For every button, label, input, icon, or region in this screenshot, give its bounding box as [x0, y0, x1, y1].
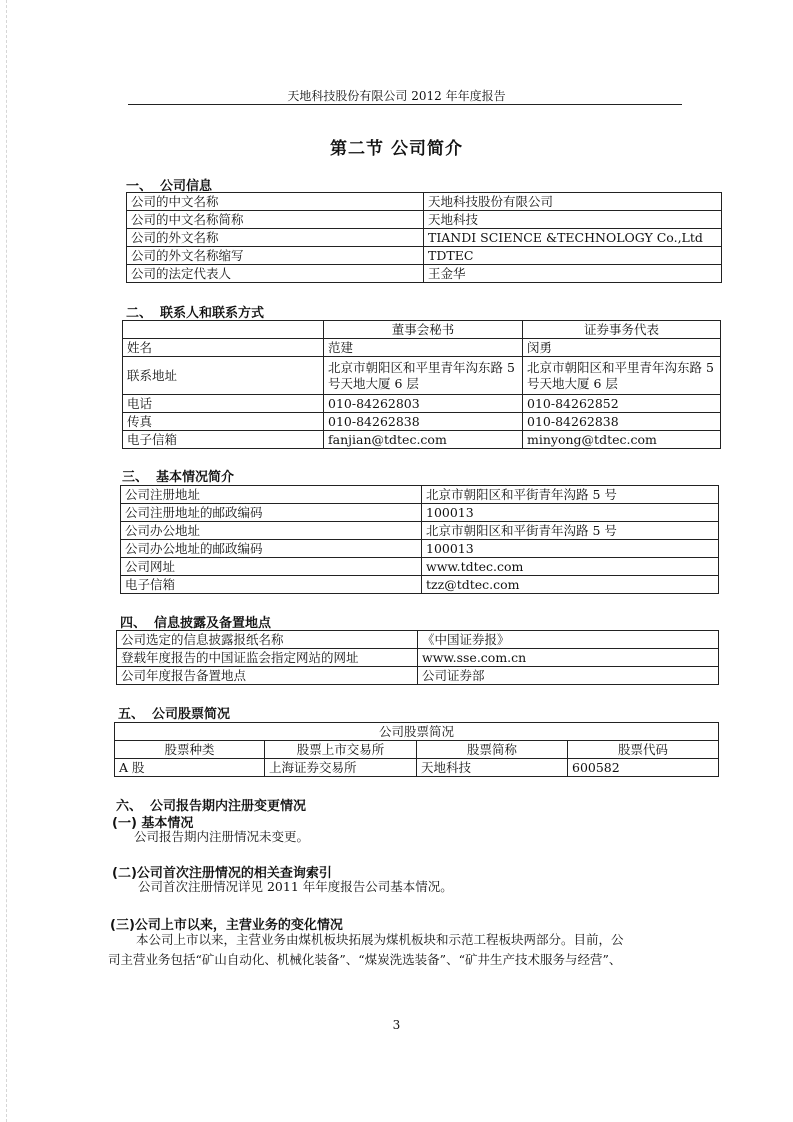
table-row: [121, 558, 719, 576]
row-value: 100013: [422, 540, 719, 558]
row-label: 公司办公地址: [121, 522, 422, 540]
row-value: TDTEC: [424, 247, 722, 265]
row-label: 公司年度报告备置地点: [117, 667, 418, 685]
table-row: [127, 193, 722, 211]
row-label: 登载年度报告的中国证监会指定网站的网址: [117, 649, 418, 667]
page-number: 3: [392, 1018, 401, 1032]
section-4-title: 信息披露及备置地点: [154, 616, 272, 631]
row-value: 北京市朝阳区和平街青年沟路 5 号: [422, 486, 719, 504]
stock-table: [114, 722, 719, 777]
row-value: www.tdtec.com: [422, 558, 719, 576]
section-6-number: 六、: [116, 799, 143, 814]
subsection-3-title: (三)公司上市以来，主营业务的变化情况: [110, 918, 343, 933]
col-header-exchange: 股票上市交易所: [265, 741, 417, 759]
row-label: 传真: [123, 413, 324, 431]
row-label: 电子信箱: [123, 431, 324, 449]
table-row: [127, 247, 722, 265]
table-row: [117, 631, 719, 649]
table-row: [123, 413, 721, 431]
row-label: 公司的外文名称: [127, 229, 424, 247]
short-name-cell: 天地科技: [417, 759, 568, 777]
company-info-table: [126, 192, 722, 283]
representative-value: 010-84262852: [523, 395, 721, 413]
section-2-heading: [126, 302, 264, 321]
blank-header-cell: [123, 321, 324, 339]
table-row: [123, 357, 721, 395]
section-3-number: 三、: [122, 470, 149, 485]
section-2-number: 二、: [126, 306, 153, 321]
table-row: [121, 540, 719, 558]
col-header-representative: 证券事务代表: [523, 321, 721, 339]
section-5-number: 五、: [118, 707, 145, 722]
subsection-1-title: (一) 基本情况: [112, 816, 194, 831]
secretary-value: fanjian@tdtec.com: [324, 431, 523, 449]
table-row: [117, 667, 719, 685]
section-2-title: 联系人和联系方式: [160, 306, 265, 321]
section-5-heading: [118, 703, 230, 722]
section-6-title: 公司报告期内注册变更情况: [150, 799, 307, 814]
row-label: 公司选定的信息披露报纸名称: [117, 631, 418, 649]
table-row: [117, 649, 719, 667]
section-1-title: 公司信息: [160, 179, 213, 194]
basic-info-table: [120, 485, 719, 594]
row-label: 公司注册地址: [121, 486, 422, 504]
row-label: 联系地址: [123, 357, 324, 395]
col-header-stock-type: 股票种类: [115, 741, 265, 759]
subsection-2-title: (二)公司首次注册情况的相关查询索引: [112, 866, 332, 881]
table-row: [127, 211, 722, 229]
table-header-row: [115, 741, 719, 759]
row-value: 天地科技股份有限公司: [424, 193, 722, 211]
row-label: 电子信箱: [121, 576, 422, 594]
row-label: 姓名: [123, 339, 324, 357]
row-value: TIANDI SCIENCE &TECHNOLOGY Co.,Ltd: [424, 229, 722, 247]
representative-value: 闵勇: [523, 339, 721, 357]
secretary-value: 010-84262803: [324, 395, 523, 413]
subsection-1-text: 公司报告期内注册情况未变更。: [134, 829, 310, 844]
row-label: 公司的外文名称缩写: [127, 247, 424, 265]
secretary-value: 北京市朝阳区和平里青年沟东路 5 号天地大厦 6 层: [324, 357, 523, 395]
row-value: 《中国证券报》: [418, 631, 719, 649]
secretary-value: 010-84262838: [324, 413, 523, 431]
col-header-stock-code: 股票代码: [568, 741, 719, 759]
row-label: 公司的中文名称: [127, 193, 424, 211]
header-rule: [128, 104, 682, 105]
table-row: [123, 339, 721, 357]
row-value: 100013: [422, 504, 719, 522]
contact-table: [122, 320, 721, 449]
representative-value: 北京市朝阳区和平里青年沟东路 5 号天地大厦 6 层: [523, 357, 721, 395]
table-row: [123, 431, 721, 449]
section-4-heading: [120, 612, 271, 631]
running-header: 天地科技股份有限公司 2012 年年度报告: [287, 89, 506, 103]
table-row: [115, 759, 719, 777]
table-row: [123, 395, 721, 413]
row-value: 北京市朝阳区和平街青年沟路 5 号: [422, 522, 719, 540]
col-header-secretary: 董事会秘书: [324, 321, 523, 339]
row-label: 电话: [123, 395, 324, 413]
row-label: 公司网址: [121, 558, 422, 576]
row-value: 天地科技: [424, 211, 722, 229]
section-1-number: 一、: [126, 179, 153, 194]
table-header-row: [123, 321, 721, 339]
representative-value: 010-84262838: [523, 413, 721, 431]
section-4-number: 四、: [120, 616, 147, 631]
row-label: 公司的法定代表人: [127, 265, 424, 283]
page-title: 第二节 公司简介: [330, 139, 463, 159]
secretary-value: 范建: [324, 339, 523, 357]
scan-margin-line: [6, 0, 7, 1122]
table-row: [127, 265, 722, 283]
exchange-cell: 上海证券交易所: [265, 759, 417, 777]
table-row: [121, 486, 719, 504]
stock-type-cell: A 股: [115, 759, 265, 777]
row-label: 公司办公地址的邮政编码: [121, 540, 422, 558]
subsection-3-text-line-1: 本公司上市以来，主营业务由煤机板块拓展为煤机板块和示范工程板块两部分。目前，公: [136, 932, 624, 947]
row-label: 公司注册地址的邮政编码: [121, 504, 422, 522]
row-label: 公司的中文名称简称: [127, 211, 424, 229]
col-header-short-name: 股票简称: [417, 741, 568, 759]
section-3-title: 基本情况简介: [156, 470, 235, 485]
section-3-heading: [122, 466, 234, 485]
row-value: 王金华: [424, 265, 722, 283]
table-row: [121, 576, 719, 594]
stock-code-cell: 600582: [568, 759, 719, 777]
table-row: [121, 522, 719, 540]
section-5-title: 公司股票简况: [152, 707, 231, 722]
table-title-row: [115, 723, 719, 741]
row-value: tzz@tdtec.com: [422, 576, 719, 594]
stock-table-title: 公司股票简况: [115, 723, 719, 741]
row-value: 公司证券部: [418, 667, 719, 685]
table-row: [121, 504, 719, 522]
subsection-2-text: 公司首次注册情况详见 2011 年年度报告公司基本情况。: [138, 879, 453, 894]
subsection-3-text-line-2: 司主营业务包括“矿山自动化、机械化装备”、“煤炭洗选装备”、“矿井生产技术服务与经营”、: [108, 952, 622, 967]
row-value: www.sse.com.cn: [418, 649, 719, 667]
table-row: [127, 229, 722, 247]
representative-value: minyong@tdtec.com: [523, 431, 721, 449]
disclosure-table: [116, 630, 719, 685]
